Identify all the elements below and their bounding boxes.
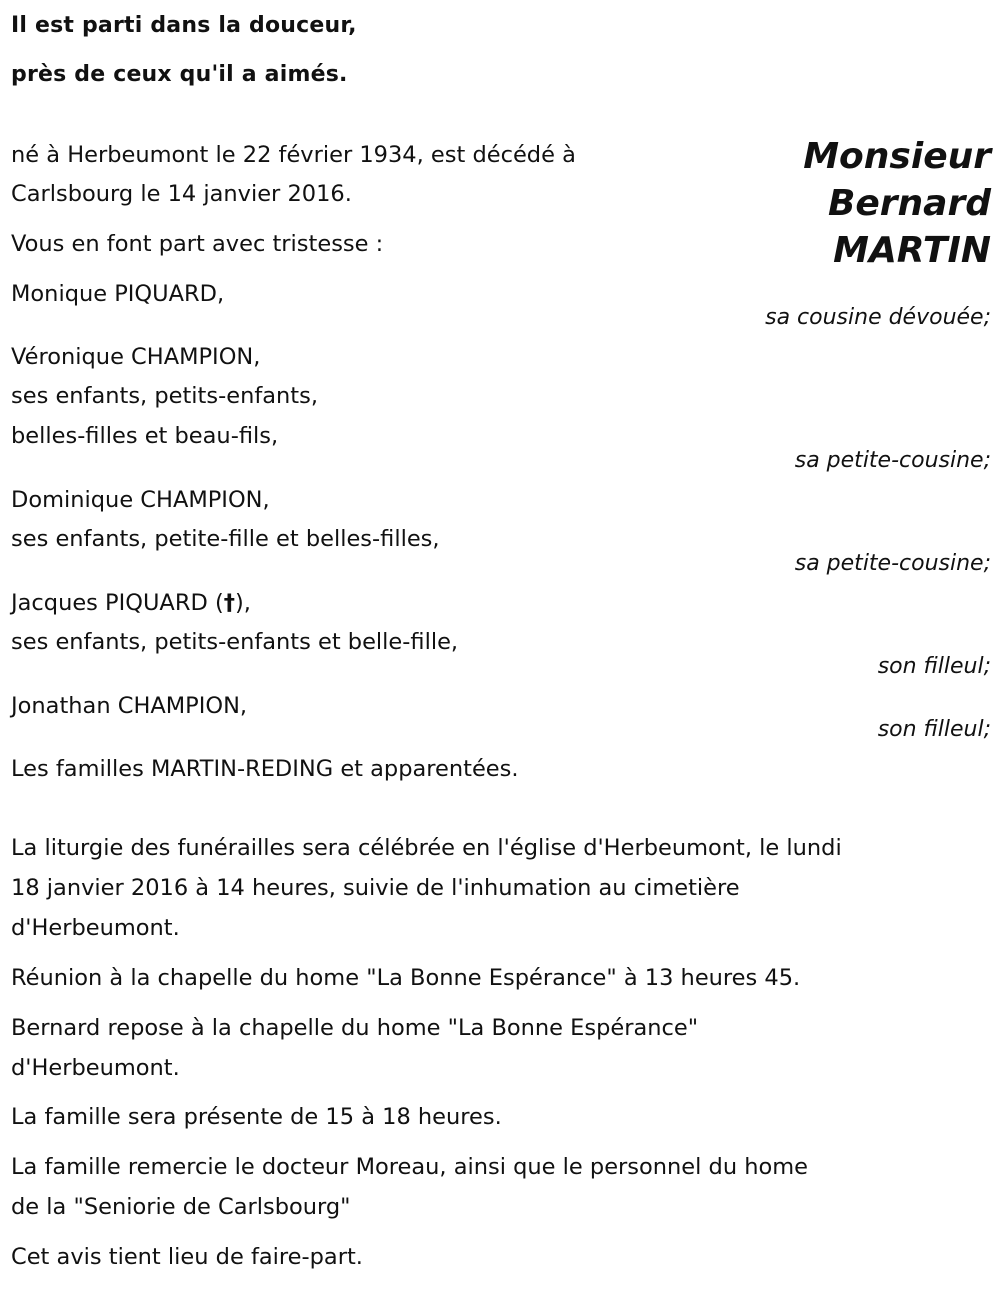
epigraph-line-2: près de ceux qu'il a aimés. — [11, 62, 348, 87]
families-line: Les familles MARTIN-REDING et apparentées. — [11, 756, 519, 782]
liturgy-line-3: d'Herbeumont. — [11, 915, 180, 941]
family-member-name: Monique PIQUARD, — [11, 281, 225, 307]
cross-icon: † — [223, 590, 235, 616]
liturgy-line-2: 18 janvier 2016 à 14 heures, suivie de l'inhumation au cimetière — [11, 875, 740, 901]
family-member-detail: ses enfants, petits-enfants et belle-fille, — [11, 629, 459, 655]
deceased-name — [691, 133, 991, 274]
family-member-name-prefix: Jacques PIQUARD ( — [11, 590, 224, 616]
reunion-text: Réunion à la chapelle du home "La Bonne Espérance" à 13 heures 45. — [11, 965, 801, 991]
deceased-first-name: Bernard — [827, 183, 991, 224]
family-relation: son filleul; — [877, 654, 991, 679]
liturgy-line-1: La liturgie des funérailles sera célébrée en l'église d'Herbeumont, le lundi — [11, 835, 842, 861]
repose-line-2: d'Herbeumont. — [11, 1055, 180, 1081]
family-member-detail: belles-filles et beau-fils, — [11, 423, 279, 449]
deceased-title: Monsieur — [803, 136, 991, 177]
family-member-detail: ses enfants, petits-enfants, — [11, 383, 318, 409]
family-member-name: Dominique CHAMPION, — [11, 487, 270, 513]
family-relation: sa cousine dévouée; — [765, 305, 991, 330]
birth-death-line-1: né à Herbeumont le 22 février 1934, est décédé à — [11, 142, 576, 168]
repose-line-1: Bernard repose à la chapelle du home "La Bonne Espérance" — [11, 1015, 699, 1041]
family-member-name: Véronique CHAMPION, — [11, 344, 261, 370]
thanks-line-1: La famille remercie le docteur Moreau, ainsi que le personnel du home — [11, 1154, 809, 1180]
epigraph-line-1: Il est parti dans la douceur, — [11, 13, 357, 38]
family-relation: son filleul; — [877, 717, 991, 742]
birth-death-line-2: Carlsbourg le 14 janvier 2016. — [11, 181, 352, 207]
deceased-last-name: MARTIN — [833, 230, 991, 271]
announce-text: Vous en font part avec tristesse : — [11, 231, 384, 257]
family-member-name-suffix: ), — [234, 590, 251, 616]
closing-text: Cet avis tient lieu de faire-part. — [11, 1244, 363, 1270]
family-relation: sa petite-cousine; — [794, 448, 991, 473]
family-member-detail: ses enfants, petite-fille et belles-filles, — [11, 526, 440, 552]
family-member-name — [11, 583, 251, 623]
family-member-name: Jonathan CHAMPION, — [11, 693, 248, 719]
presence-text: La famille sera présente de 15 à 18 heures. — [11, 1104, 502, 1130]
family-relation: sa petite-cousine; — [794, 551, 991, 576]
thanks-line-2: de la "Seniorie de Carlsbourg" — [11, 1194, 351, 1220]
